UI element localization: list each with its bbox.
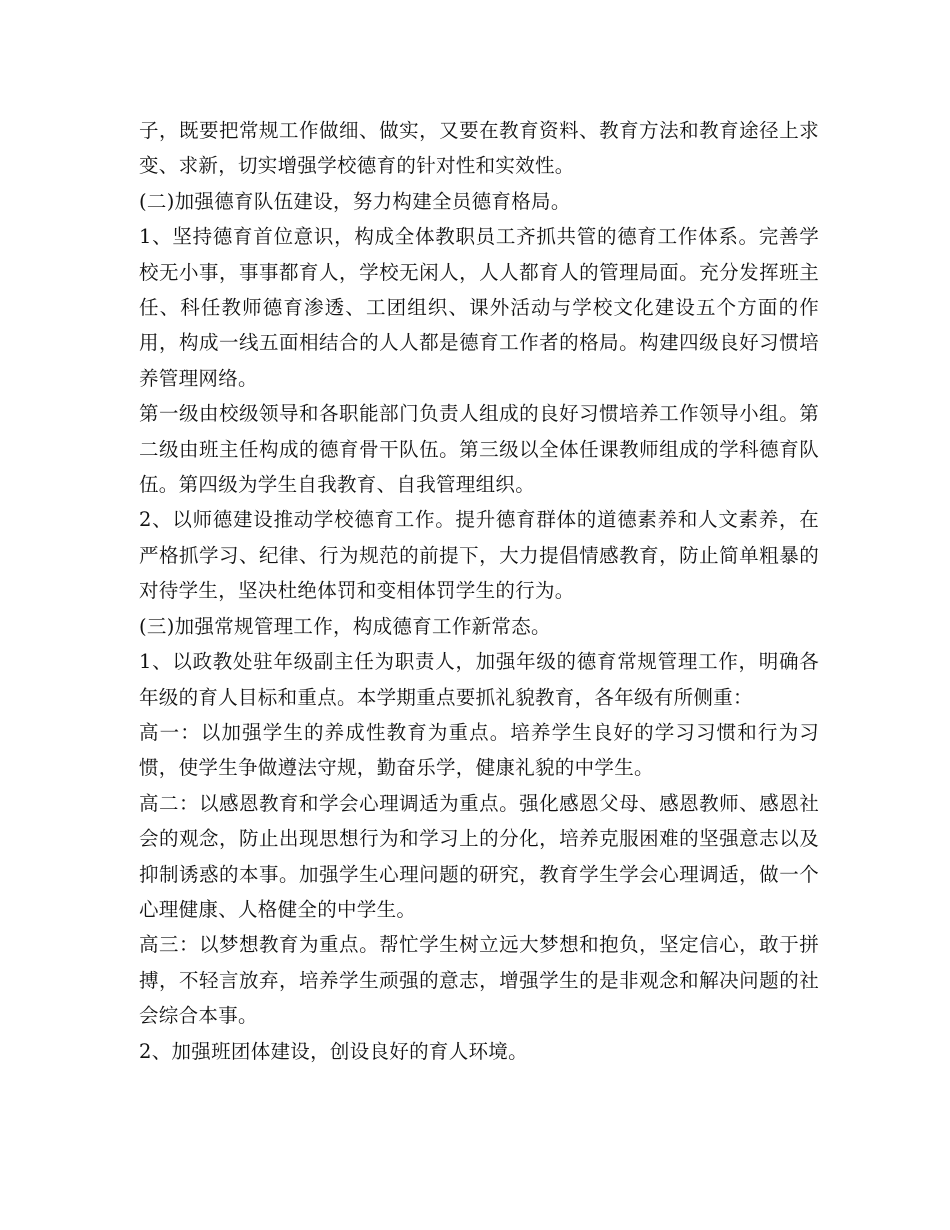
- paragraph: 高三：以梦想教育为重点。帮忙学生树立远大梦想和抱负，坚定信心，敢于拼搏，不轻言放弃，培养学生顽强的意志，增强学生的是非观念和解决问题的社会综合本事。: [139, 933, 819, 1028]
- document-body: [139, 113, 819, 1069]
- paragraph: 高一：以加强学生的养成性教育为重点。培养学生良好的学习习惯和行为习惯，使学生争做遵法守规，勤奋乐学，健康礼貌的中学生。: [139, 720, 819, 780]
- section-heading: (二)加强德育队伍建设，努力构建全员德育格局。: [139, 189, 571, 213]
- paragraph: 1、坚持德育首位意识，构成全体教职员工齐抓共管的德育工作体系。完善学校无小事，事事都育人，学校无闲人，人人都育人的管理局面。充分发挥班主任、科任教师德育渗透、工团组织、课外活动与学校文化建设五个方面的作用，构成一线五面相结合的人人都是德育工作者的格局。构建四级良好习惯培养管理网络。: [139, 225, 819, 390]
- paragraph: 子，既要把常规工作做细、做实，又要在教育资料、教育方法和教育途径上求变、求新，切实增强学校德育的针对性和实效性。: [139, 119, 819, 178]
- section-heading: (三)加强常规管理工作，构成德育工作新常态。: [139, 614, 551, 638]
- paragraph: 高二：以感恩教育和学会心理调适为重点。强化感恩父母、感恩教师、感恩社会的观念，防止出现思想行为和学习上的分化，培养克服困难的坚强意志以及抑制诱惑的本事。加强学生心理问题的研究，教育学生学会心理调适，做一个心理健康、人格健全的中学生。: [139, 791, 819, 921]
- paragraph: 第一级由校级领导和各职能部门负责人组成的良好习惯培养工作领导小组。第二级由班主任构成的德育骨干队伍。第三级以全体任课教师组成的学科德育队伍。第四级为学生自我教育、自我管理组织。: [139, 402, 819, 497]
- paragraph: 2、以师德建设推动学校德育工作。提升德育群体的道德素养和人文素养，在严格抓学习、纪律、行为规范的前提下，大力提倡情感教育，防止简单粗暴的对待学生，坚决杜绝体罚和变相体罚学生的行为。: [139, 508, 819, 603]
- paragraph: 2、加强班团体建设，创设良好的育人环境。: [139, 1039, 528, 1063]
- paragraph: 1、以政教处驻年级副主任为职责人，加强年级的德育常规管理工作，明确各年级的育人目标和重点。本学期重点要抓礼貌教育，各年级有所侧重：: [139, 650, 819, 709]
